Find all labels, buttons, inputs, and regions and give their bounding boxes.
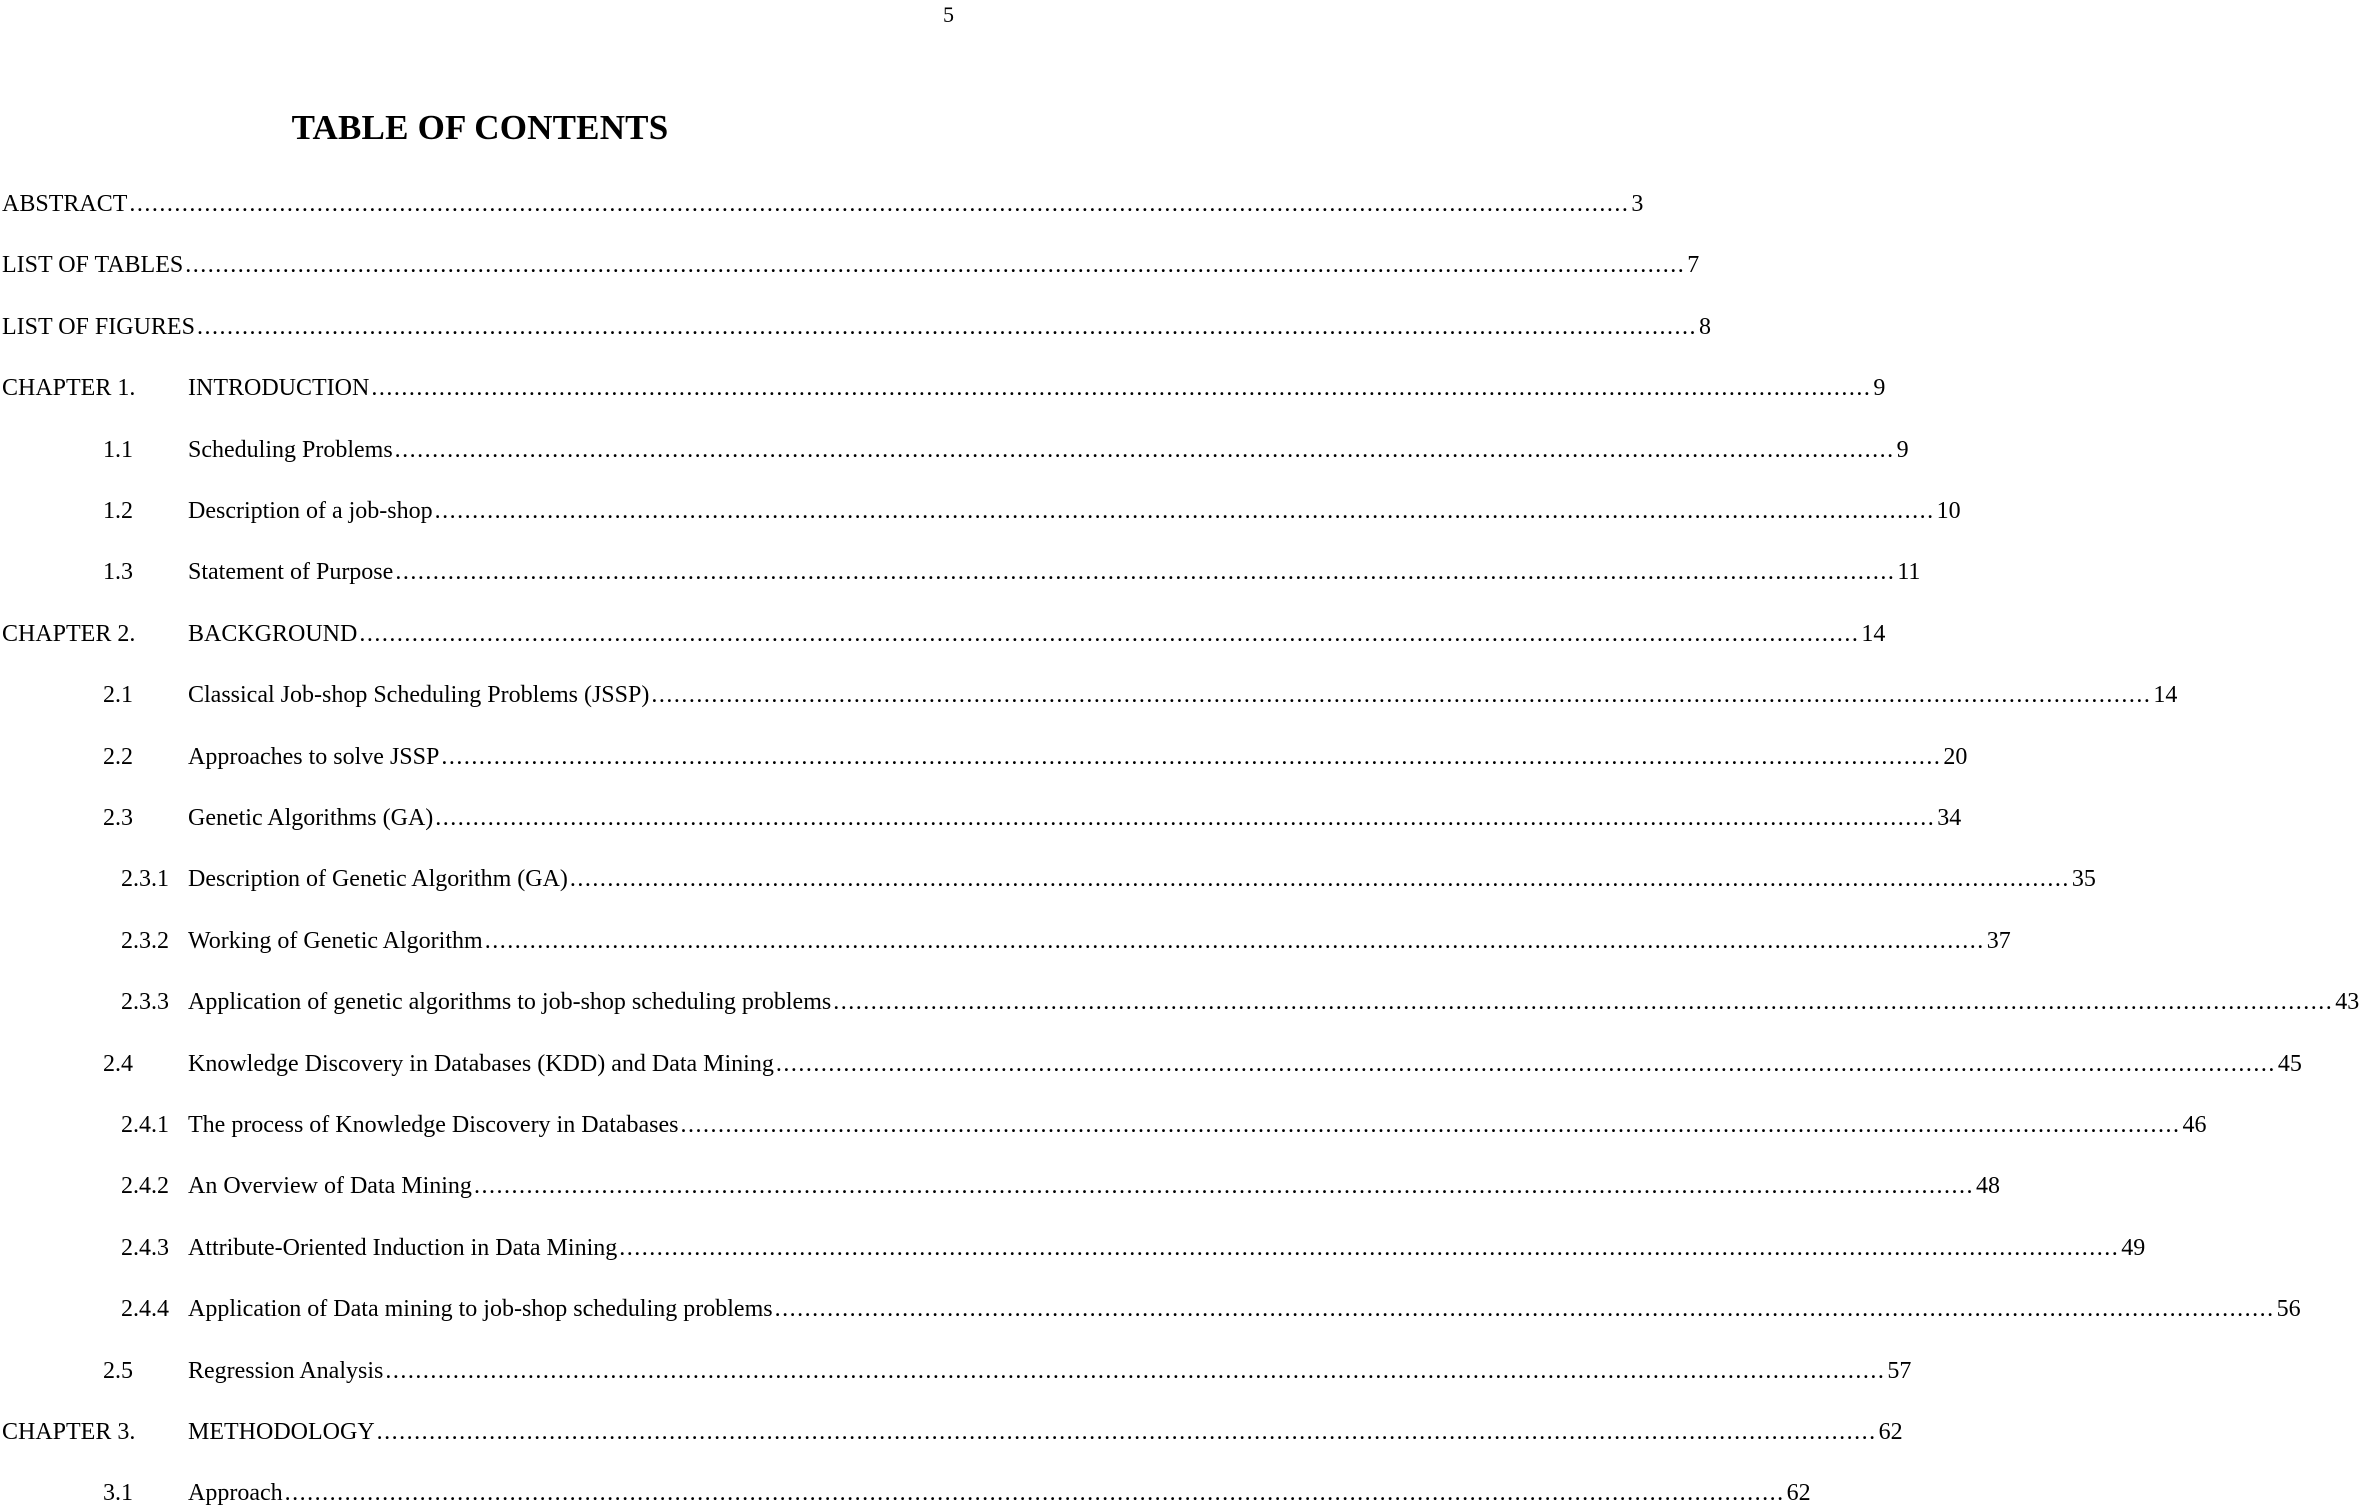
toc-entry-line bbox=[188, 1354, 1912, 1388]
toc-entry-line bbox=[188, 678, 2178, 712]
toc-entry-number: CHAPTER 3. bbox=[2, 1419, 136, 1445]
toc-entry-line bbox=[188, 1415, 1903, 1449]
toc-entry-number: 1.3 bbox=[103, 559, 133, 586]
dot-leader: ........................................................................................................................................................................................................ bbox=[359, 620, 1860, 647]
toc-entry-number: 3.1 bbox=[103, 1480, 133, 1507]
dot-leader: ........................................................................................................................................................................................................ bbox=[376, 1419, 1877, 1445]
toc-entry-page: 37 bbox=[1986, 927, 2011, 954]
toc-entry-page: 43 bbox=[2335, 989, 2359, 1016]
toc-entry-title: Working of Genetic Algorithm bbox=[188, 927, 483, 954]
dot-leader: ........................................................................................................................................................................................................ bbox=[680, 1112, 2181, 1138]
toc-entry-line bbox=[188, 801, 1962, 835]
dot-leader: ........................................................................................................................................................................................................ bbox=[441, 743, 1942, 770]
toc-entry-number: 1.2 bbox=[103, 498, 133, 524]
dot-leader: ........................................................................................................................................................................................................ bbox=[385, 1357, 1886, 1384]
toc-entry-title: METHODOLOGY bbox=[188, 1419, 375, 1445]
dot-leader: ........................................................................................................................................................................................................ bbox=[619, 1234, 2120, 1261]
toc-entry-line bbox=[188, 371, 1886, 405]
toc-entry bbox=[0, 1415, 1903, 1449]
toc-entry bbox=[0, 1354, 1912, 1388]
toc-entry bbox=[0, 801, 1962, 835]
dot-leader: ........................................................................................................................................................................................................ bbox=[774, 1296, 2275, 1323]
toc-entry-title: Approaches to solve JSSP bbox=[188, 743, 440, 770]
toc-entry bbox=[0, 924, 2011, 958]
dot-leader: ........................................................................................................................................................................................................ bbox=[484, 927, 1985, 954]
toc-entry-title: Regression Analysis bbox=[188, 1357, 384, 1384]
dot-leader: ........................................................................................................................................................................................................ bbox=[395, 559, 1896, 586]
toc-entry-title: An Overview of Data Mining bbox=[188, 1173, 472, 1200]
toc-entry-page: 11 bbox=[1897, 559, 1921, 586]
toc-entry bbox=[0, 494, 1961, 528]
dot-leader: ........................................................................................................................................................................................................ bbox=[129, 191, 1630, 217]
toc-entry-title: Description of Genetic Algorithm (GA) bbox=[188, 866, 568, 893]
toc-entry-title: Scheduling Problems bbox=[188, 436, 393, 463]
toc-entry bbox=[0, 678, 2178, 712]
toc-entry bbox=[0, 1047, 2302, 1081]
toc-entry bbox=[0, 1231, 2146, 1265]
toc-entry-page: 49 bbox=[2121, 1234, 2146, 1261]
toc-entry bbox=[0, 1476, 1811, 1510]
toc-entry bbox=[0, 985, 2359, 1019]
toc-entry-page: 62 bbox=[1786, 1480, 1811, 1507]
toc-entry-line bbox=[188, 1292, 2301, 1326]
dot-leader: ........................................................................................................................................................................................................ bbox=[569, 866, 2070, 893]
toc-entry-page: 8 bbox=[1698, 313, 1711, 340]
toc-entry bbox=[0, 1292, 2301, 1326]
toc-entry bbox=[0, 740, 1968, 774]
toc-entry-page: 14 bbox=[1861, 620, 1886, 647]
dot-leader: ........................................................................................................................................................................................................ bbox=[185, 252, 1686, 279]
toc-entry-line bbox=[188, 617, 1886, 651]
toc-entry-line bbox=[188, 740, 1968, 774]
toc-entry-number: 2.4.3 bbox=[121, 1234, 169, 1261]
toc-entry-line bbox=[188, 924, 2011, 958]
toc-entry-number: 2.2 bbox=[103, 743, 133, 770]
toc-entry-page: 34 bbox=[1937, 805, 1962, 831]
toc-entry-title: Knowledge Discovery in Databases (KDD) and Data Mining bbox=[188, 1050, 774, 1077]
toc-entry bbox=[0, 555, 1921, 589]
toc-entry bbox=[0, 371, 1886, 405]
toc-entry-number: CHAPTER 2. bbox=[2, 620, 136, 647]
toc-entry-number: 2.1 bbox=[103, 682, 133, 709]
toc-entry-number: 1.1 bbox=[103, 436, 133, 463]
toc-entry-number: 2.3.3 bbox=[121, 989, 169, 1016]
toc-entry-line bbox=[188, 1476, 1811, 1510]
toc-entry bbox=[0, 1169, 2000, 1203]
toc-entry-title: Approach bbox=[188, 1480, 283, 1507]
toc-entry-page: 20 bbox=[1943, 743, 1968, 770]
toc-entry-title: Classical Job-shop Scheduling Problems (JSSP) bbox=[188, 682, 650, 709]
toc-entry-title: Application of genetic algorithms to job-shop scheduling problems bbox=[188, 989, 832, 1016]
toc-entry-page: 62 bbox=[1878, 1419, 1903, 1445]
toc-entry-page: 57 bbox=[1887, 1357, 1912, 1384]
toc-entry-line bbox=[188, 1108, 2207, 1142]
toc-heading: TABLE OF CONTENTS bbox=[291, 108, 669, 147]
toc-entry-line bbox=[2, 187, 1644, 221]
toc-entry-title: INTRODUCTION bbox=[188, 375, 370, 402]
toc-entry-title: Genetic Algorithms (GA) bbox=[188, 805, 434, 831]
toc-entry-line bbox=[188, 1231, 2146, 1265]
toc-entry-page: 45 bbox=[2277, 1050, 2302, 1077]
toc-entry-title: Application of Data mining to job-shop scheduling problems bbox=[188, 1296, 773, 1323]
toc-entry-title: LIST OF TABLES bbox=[2, 252, 184, 279]
toc-entry-line bbox=[2, 248, 1700, 282]
toc-entry-number: 2.3 bbox=[103, 805, 133, 831]
dot-leader: ........................................................................................................................................................................................................ bbox=[434, 498, 1935, 524]
toc-entry-title: Attribute-Oriented Induction in Data Mining bbox=[188, 1234, 618, 1261]
toc-entry-title: ABSTRACT bbox=[2, 191, 128, 217]
toc-entry bbox=[0, 187, 1644, 221]
toc-entry bbox=[0, 1108, 2207, 1142]
toc-entry-page: 10 bbox=[1936, 498, 1961, 524]
dot-leader: ........................................................................................................................................................................................................ bbox=[473, 1173, 1974, 1200]
toc-entry-line bbox=[2, 310, 1711, 344]
toc-entry-line bbox=[188, 494, 1961, 528]
toc-entry-page: 14 bbox=[2153, 682, 2178, 709]
toc-entry-number: 2.3.2 bbox=[121, 927, 169, 954]
toc-entry-number: 2.5 bbox=[103, 1357, 133, 1384]
dot-leader: ........................................................................................................................................................................................................ bbox=[284, 1480, 1785, 1507]
toc-entry bbox=[0, 862, 2096, 896]
toc-entry-page: 35 bbox=[2071, 866, 2096, 893]
toc-entry-line bbox=[188, 1047, 2302, 1081]
dot-leader: ........................................................................................................................................................................................................ bbox=[196, 313, 1697, 340]
toc-entry bbox=[0, 248, 1700, 282]
toc-entry-line bbox=[188, 433, 1909, 467]
toc-entry-line bbox=[188, 555, 1921, 589]
toc-entry bbox=[0, 433, 1909, 467]
dot-leader: ........................................................................................................................................................................................................ bbox=[394, 436, 1895, 463]
toc-entry-title: The process of Knowledge Discovery in Databases bbox=[188, 1112, 679, 1138]
toc-entry-page: 3 bbox=[1631, 191, 1644, 217]
toc-entry-title: Statement of Purpose bbox=[188, 559, 394, 586]
dot-leader: ........................................................................................................................................................................................................ bbox=[775, 1050, 2276, 1077]
toc-entry-page: 48 bbox=[1975, 1173, 2000, 1200]
toc-entry bbox=[0, 617, 1886, 651]
toc-entry-line bbox=[188, 862, 2096, 896]
toc-entry-page: 9 bbox=[1873, 375, 1886, 402]
toc-entry bbox=[0, 310, 1711, 344]
toc-entry-title: LIST OF FIGURES bbox=[2, 313, 195, 340]
toc-entry-page: 56 bbox=[2276, 1296, 2301, 1323]
dot-leader: ........................................................................................................................................................................................................ bbox=[435, 805, 1936, 831]
toc-entry-line bbox=[188, 985, 2359, 1019]
toc-entry-title: Description of a job-shop bbox=[188, 498, 433, 524]
toc-entry-number: 2.4 bbox=[103, 1050, 133, 1077]
toc-entry-number: 2.3.1 bbox=[121, 866, 169, 893]
toc-entry-page: 7 bbox=[1687, 252, 1700, 279]
page-number: 5 bbox=[943, 2, 954, 27]
toc-entry-page: 46 bbox=[2182, 1112, 2207, 1138]
toc-entry-number: CHAPTER 1. bbox=[2, 375, 136, 402]
toc-entry-number: 2.4.2 bbox=[121, 1173, 169, 1200]
dot-leader: ........................................................................................................................................................................................................ bbox=[371, 375, 1872, 402]
toc-entry-title: BACKGROUND bbox=[188, 620, 358, 647]
toc-entry-page: 9 bbox=[1896, 436, 1909, 463]
toc-entry-line bbox=[188, 1169, 2000, 1203]
toc-entry-number: 2.4.1 bbox=[121, 1112, 169, 1138]
dot-leader: ........................................................................................................................................................................................................ bbox=[833, 989, 2334, 1016]
dot-leader: ........................................................................................................................................................................................................ bbox=[651, 682, 2152, 709]
toc-entry-number: 2.4.4 bbox=[121, 1296, 169, 1323]
